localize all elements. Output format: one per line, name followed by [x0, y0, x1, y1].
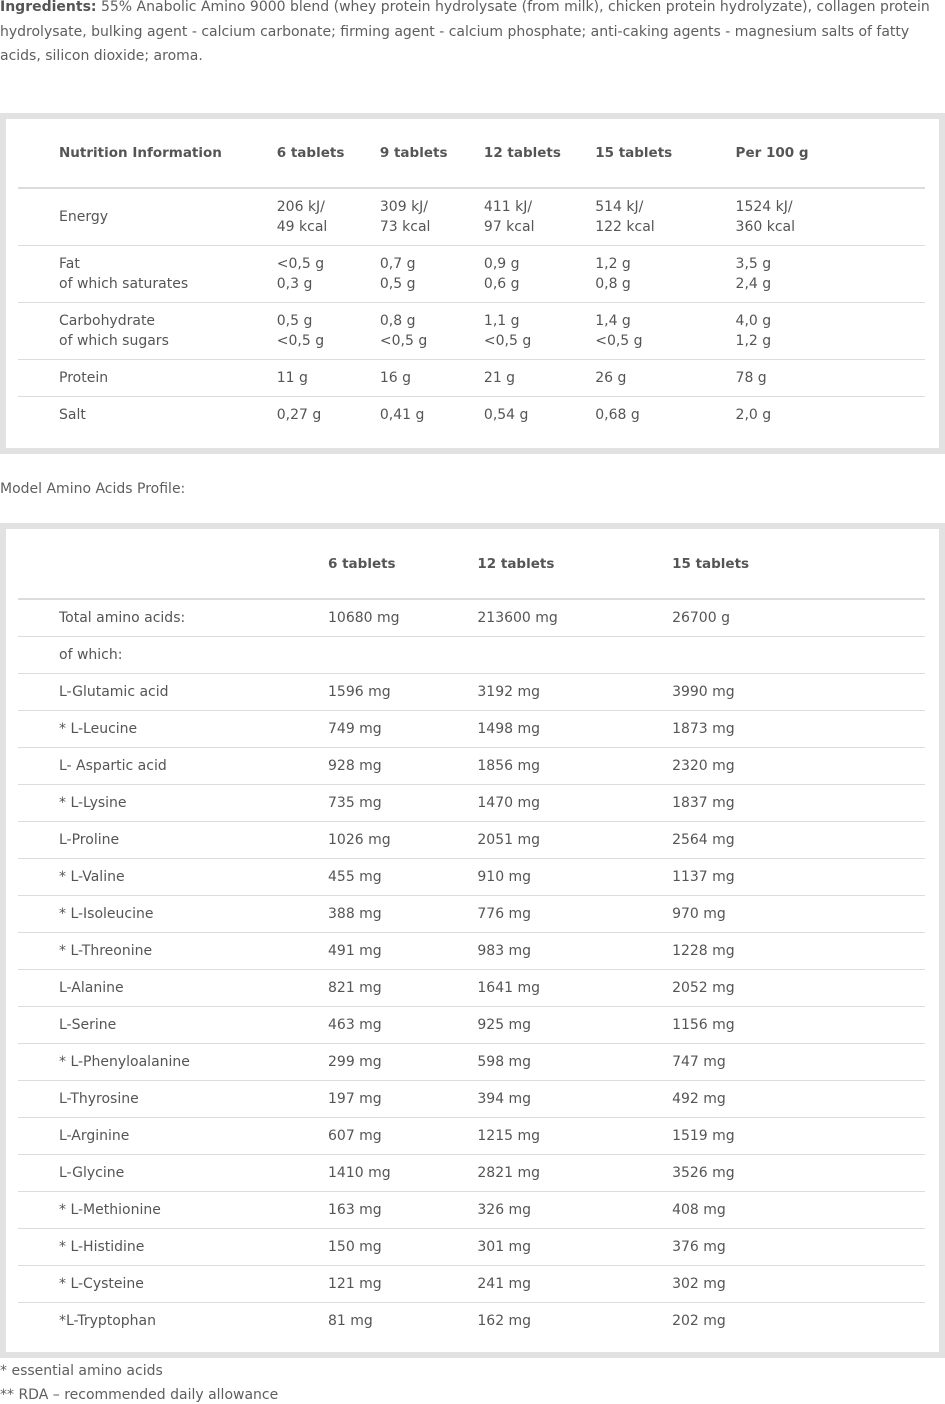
amino-acid-name: * L-Histidine: [18, 1228, 327, 1265]
nutrition-cell-line: 3,5 g: [735, 255, 772, 272]
nutrition-cell-line: 97 kcal: [483, 218, 535, 235]
amino-value-cell: 455 mg: [327, 858, 476, 895]
nutrition-cell-line: 0,27 g: [276, 406, 322, 423]
nutrition-value-cell: [735, 396, 925, 433]
nutrition-cell-line: 2,4 g: [735, 275, 772, 292]
amino-row: [18, 932, 925, 969]
amino-value-cell: 910 mg: [476, 858, 671, 895]
amino-acid-name: L-Alanine: [18, 969, 327, 1006]
amino-value-cell: 1470 mg: [476, 784, 671, 821]
nutrition-cell-line: Salt: [59, 406, 86, 423]
nutrition-header-cell: 6 tablets: [276, 145, 345, 161]
nutrition-row: [18, 359, 925, 396]
nutrition-cell-line: 309 kJ/: [379, 198, 429, 215]
nutrition-value-cell: [379, 396, 483, 433]
nutrition-row-label: [18, 245, 276, 302]
amino-value-cell: 747 mg: [671, 1043, 925, 1080]
amino-value-cell: 1596 mg: [327, 673, 476, 710]
amino-value-cell: 3526 mg: [671, 1154, 925, 1191]
nutrition-cell-line: <0,5 g: [276, 332, 325, 349]
nutrition-value-cell: [483, 302, 594, 359]
amino-value-cell: [327, 636, 476, 673]
nutrition-header-cell: Per 100 g: [735, 145, 809, 161]
amino-acid-name: L-Glutamic acid: [18, 673, 327, 710]
nutrition-value-cell: [379, 245, 483, 302]
amino-value-cell: 301 mg: [476, 1228, 671, 1265]
nutrition-value-cell: [379, 188, 483, 245]
amino-row: [18, 1006, 925, 1043]
nutrition-cell-line: <0,5 g: [595, 332, 643, 349]
amino-row: [18, 895, 925, 932]
amino-row: [18, 710, 925, 747]
amino-acid-name: of which:: [18, 636, 327, 673]
nutrition-value-cell: [483, 188, 594, 245]
amino-value-cell: 2320 mg: [671, 747, 925, 784]
amino-value-cell: 1410 mg: [327, 1154, 476, 1191]
nutrition-row: [18, 188, 925, 245]
amino-value-cell: 821 mg: [327, 969, 476, 1006]
nutrition-cell-line: 0,9 g: [483, 255, 520, 272]
amino-value-cell: 10680 mg: [327, 599, 476, 636]
amino-row: [18, 636, 925, 673]
amino-value-cell: 2564 mg: [671, 821, 925, 858]
nutrition-row: [18, 302, 925, 359]
nutrition-value-cell: [276, 245, 379, 302]
amino-table-box: [0, 523, 945, 1358]
amino-acid-name: * L-Leucine: [18, 710, 327, 747]
nutrition-cell-line: 49 kcal: [276, 218, 328, 235]
amino-row: [18, 599, 925, 636]
amino-value-cell: 81 mg: [327, 1302, 476, 1339]
nutrition-cell-line: 0,3 g: [276, 275, 313, 292]
amino-value-cell: 376 mg: [671, 1228, 925, 1265]
amino-acid-name: L- Aspartic acid: [18, 747, 327, 784]
nutrition-value-cell: [379, 302, 483, 359]
amino-value-cell: 2051 mg: [476, 821, 671, 858]
nutrition-cell-line: of which saturates: [59, 275, 189, 292]
nutrition-table-box: [0, 113, 945, 454]
amino-value-cell: 326 mg: [476, 1191, 671, 1228]
nutrition-cell-line: <0,5 g: [379, 332, 428, 349]
amino-value-cell: 1837 mg: [671, 784, 925, 821]
nutrition-cell-line: 514 kJ/: [595, 198, 644, 215]
nutrition-cell-line: 11 g: [276, 369, 308, 386]
nutrition-value-cell: [276, 188, 379, 245]
nutrition-cell-line: 411 kJ/: [483, 198, 533, 215]
nutrition-cell-line: of which sugars: [59, 332, 169, 349]
amino-acid-name: * L-Threonine: [18, 932, 327, 969]
amino-acid-name: * L-Methionine: [18, 1191, 327, 1228]
amino-acid-name: L-Arginine: [18, 1117, 327, 1154]
nutrition-cell-line: 21 g: [483, 369, 516, 386]
amino-value-cell: 388 mg: [327, 895, 476, 932]
amino-value-cell: 1228 mg: [671, 932, 925, 969]
amino-value-cell: 491 mg: [327, 932, 476, 969]
nutrition-cell-line: 122 kcal: [595, 218, 655, 235]
amino-value-cell: [671, 636, 925, 673]
nutrition-cell-line: <0,5 g: [483, 332, 532, 349]
nutrition-row: [18, 396, 925, 433]
nutrition-cell-line: 0,5 g: [276, 312, 313, 329]
amino-value-cell: 163 mg: [327, 1191, 476, 1228]
ingredients-label: Ingredients:: [0, 0, 97, 15]
nutrition-value-cell: [276, 396, 379, 433]
nutrition-row-label: [18, 396, 276, 433]
nutrition-header-cell: 9 tablets: [379, 145, 448, 161]
footnote-rda: ** RDA – recommended daily allowance: [0, 1387, 279, 1403]
nutrition-value-cell: [483, 245, 594, 302]
nutrition-cell-line: 0,68 g: [595, 406, 640, 423]
amino-acid-name: * L-Cysteine: [18, 1265, 327, 1302]
amino-value-cell: 121 mg: [327, 1265, 476, 1302]
nutrition-value-cell: [483, 396, 594, 433]
nutrition-cell-line: 1,4 g: [595, 312, 631, 329]
amino-acid-name: Total amino acids:: [18, 599, 327, 636]
nutrition-value-cell: [276, 302, 379, 359]
amino-acid-name: * L-Valine: [18, 858, 327, 895]
amino-value-cell: 607 mg: [327, 1117, 476, 1154]
amino-value-cell: 213600 mg: [476, 599, 671, 636]
nutrition-cell-line: 1,1 g: [483, 312, 520, 329]
nutrition-value-cell: [735, 188, 925, 245]
amino-value-cell: 394 mg: [476, 1080, 671, 1117]
amino-row: [18, 1228, 925, 1265]
amino-row: [18, 858, 925, 895]
nutrition-value-cell: [276, 359, 379, 396]
nutrition-cell-line: 0,5 g: [379, 275, 416, 292]
nutrition-cell-line: 0,8 g: [379, 312, 416, 329]
amino-row: [18, 1117, 925, 1154]
amino-value-cell: 925 mg: [476, 1006, 671, 1043]
amino-row: [18, 1265, 925, 1302]
amino-value-cell: 1873 mg: [671, 710, 925, 747]
nutrition-cell-line: 73 kcal: [379, 218, 431, 235]
nutrition-cell-line: 0,41 g: [379, 406, 425, 423]
amino-value-cell: 1215 mg: [476, 1117, 671, 1154]
amino-value-cell: 26700 g: [671, 599, 925, 636]
nutrition-cell-line: 0,54 g: [483, 406, 529, 423]
nutrition-value-cell: [594, 396, 734, 433]
amino-value-cell: 302 mg: [671, 1265, 925, 1302]
amino-row: [18, 673, 925, 710]
amino-table: [18, 529, 925, 1339]
footnote-essential: * essential amino acids: [0, 1363, 163, 1379]
amino-value-cell: 1519 mg: [671, 1117, 925, 1154]
nutrition-value-cell: [735, 302, 925, 359]
nutrition-cell-line: 206 kJ/: [276, 198, 325, 215]
nutrition-value-cell: [594, 245, 734, 302]
amino-value-cell: 162 mg: [476, 1302, 671, 1339]
nutrition-header-cell: 12 tablets: [483, 145, 561, 161]
nutrition-cell-line: Fat: [59, 255, 80, 272]
amino-value-cell: [476, 636, 671, 673]
nutrition-cell-line: 1,2 g: [735, 332, 772, 349]
amino-acid-name: * L-Phenyloalanine: [18, 1043, 327, 1080]
amino-section-title: Model Amino Acids Profile:: [0, 481, 186, 497]
amino-value-cell: 1856 mg: [476, 747, 671, 784]
nutrition-value-cell: [594, 359, 734, 396]
amino-row: [18, 784, 925, 821]
nutrition-cell-line: 360 kcal: [735, 218, 795, 235]
amino-value-cell: 492 mg: [671, 1080, 925, 1117]
amino-acid-name: L-Thyrosine: [18, 1080, 327, 1117]
amino-value-cell: 202 mg: [671, 1302, 925, 1339]
amino-value-cell: 2052 mg: [671, 969, 925, 1006]
amino-value-cell: 197 mg: [327, 1080, 476, 1117]
amino-value-cell: 3990 mg: [671, 673, 925, 710]
amino-acid-name: L-Proline: [18, 821, 327, 858]
nutrition-header-cell: Nutrition Information: [59, 145, 222, 161]
amino-row: [18, 821, 925, 858]
amino-value-cell: 408 mg: [671, 1191, 925, 1228]
amino-row: [18, 1191, 925, 1228]
amino-value-cell: 299 mg: [327, 1043, 476, 1080]
ingredients-text: 55% Anabolic Amino 9000 blend (whey protein hydrolysate (from milk), chicken protein hydrolyzate), collagen protein hydrolysate, bulking agent - calcium carbonate; firming agent - calcium phosphate; anti-caking agents - magnesium salts of fatty acids, silicon dioxide; aroma.: [0, 0, 930, 64]
nutrition-cell-line: 78 g: [735, 369, 767, 386]
nutrition-cell-line: Carbohydrate: [59, 312, 156, 329]
nutrition-row: [18, 245, 925, 302]
nutrition-cell-line: 0,7 g: [379, 255, 416, 272]
amino-row: [18, 747, 925, 784]
nutrition-table: [18, 119, 925, 433]
amino-acid-name: *L-Tryptophan: [18, 1302, 327, 1339]
amino-value-cell: 463 mg: [327, 1006, 476, 1043]
nutrition-value-cell: [594, 302, 734, 359]
amino-value-cell: 749 mg: [327, 710, 476, 747]
nutrition-cell-line: 4,0 g: [735, 312, 772, 329]
nutrition-cell-line: 26 g: [595, 369, 627, 386]
amino-value-cell: 598 mg: [476, 1043, 671, 1080]
amino-value-cell: 2821 mg: [476, 1154, 671, 1191]
amino-value-cell: 1026 mg: [327, 821, 476, 858]
amino-row: [18, 1080, 925, 1117]
amino-acid-name: * L-Isoleucine: [18, 895, 327, 932]
nutrition-value-cell: [594, 188, 734, 245]
nutrition-cell-line: 1,2 g: [595, 255, 631, 272]
amino-value-cell: 1641 mg: [476, 969, 671, 1006]
nutrition-value-cell: [483, 359, 594, 396]
amino-value-cell: 3192 mg: [476, 673, 671, 710]
ingredients-paragraph: [0, 0, 945, 69]
amino-row: [18, 1302, 925, 1339]
nutrition-cell-line: Protein: [59, 369, 109, 386]
amino-value-cell: 1498 mg: [476, 710, 671, 747]
amino-acid-name: L-Glycine: [18, 1154, 327, 1191]
amino-value-cell: 776 mg: [476, 895, 671, 932]
nutrition-value-cell: [735, 245, 925, 302]
amino-value-cell: 928 mg: [327, 747, 476, 784]
amino-acid-name: * L-Lysine: [18, 784, 327, 821]
amino-header-cell: [18, 529, 327, 599]
nutrition-cell-line: 0,8 g: [595, 275, 631, 292]
amino-row: [18, 1043, 925, 1080]
amino-header-cell: 6 tablets: [328, 555, 396, 572]
nutrition-value-cell: [379, 359, 483, 396]
amino-acid-name: L-Serine: [18, 1006, 327, 1043]
nutrition-cell-line: 2,0 g: [735, 406, 772, 423]
nutrition-row-label: [18, 359, 276, 396]
amino-row: [18, 969, 925, 1006]
nutrition-value-cell: [735, 359, 925, 396]
nutrition-header-row: [18, 119, 925, 188]
amino-header-cell: 12 tablets: [477, 555, 555, 572]
nutrition-row-label: [18, 302, 276, 359]
amino-header-cell: 15 tablets: [672, 555, 750, 572]
nutrition-cell-line: 16 g: [379, 369, 412, 386]
nutrition-cell-line: Energy: [59, 208, 109, 225]
amino-value-cell: 1156 mg: [671, 1006, 925, 1043]
nutrition-cell-line: 0,6 g: [483, 275, 520, 292]
amino-header-row: [18, 529, 925, 599]
amino-value-cell: 970 mg: [671, 895, 925, 932]
nutrition-row-label: [18, 188, 276, 245]
amino-value-cell: 983 mg: [476, 932, 671, 969]
nutrition-cell-line: <0,5 g: [276, 255, 325, 272]
amino-value-cell: 1137 mg: [671, 858, 925, 895]
nutrition-cell-line: 1524 kJ/: [735, 198, 793, 215]
amino-value-cell: 241 mg: [476, 1265, 671, 1302]
amino-value-cell: 150 mg: [327, 1228, 476, 1265]
amino-row: [18, 1154, 925, 1191]
nutrition-header-cell: 15 tablets: [595, 145, 673, 161]
amino-value-cell: 735 mg: [327, 784, 476, 821]
